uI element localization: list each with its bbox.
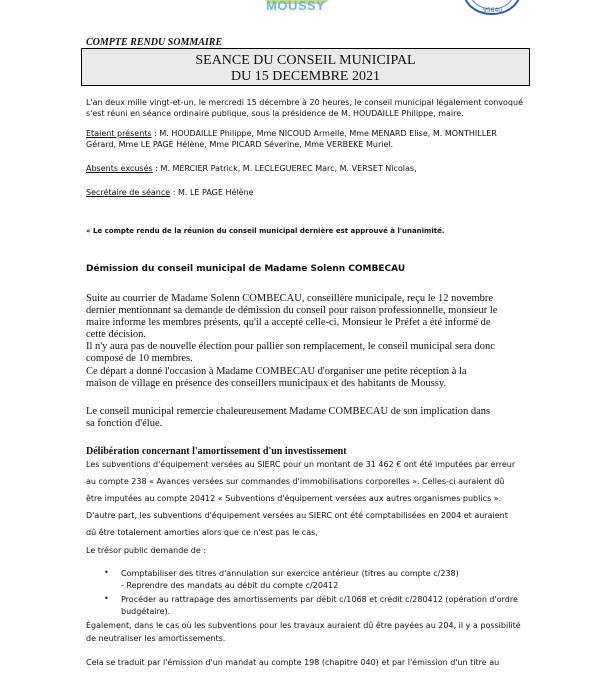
section2-heading: Délibération concernant l'amortissement d'un investissement — [86, 446, 347, 457]
present-names-1: : M. HOUDAILLE Philippe, Mme NICOUD Armelle, Mme MENARD Elise, M. MONTHILLER — [151, 129, 497, 138]
section1-line: composé de 10 membres. — [86, 353, 193, 364]
present-line-1 — [86, 128, 497, 139]
secretary-line — [86, 187, 254, 198]
present-label: Etaient présents — [86, 129, 152, 138]
moussy-logo — [262, 0, 334, 16]
bullet-marker: • — [104, 594, 109, 603]
absent-label: Absents excusés — [86, 164, 153, 173]
after-line-1: Également, dans le cas où les subventions pour les travaux auraient dû être payées au 204, il y a possibilité — [86, 621, 521, 630]
section1-line: maison de village en présence des conseillers municipaux et des habitants de Moussy. — [86, 378, 447, 389]
section1-line: cette décision. — [86, 329, 147, 340]
section1-line: Suite au courrier de Madame Solenn COMBECAU, conseillère municipale, reçu le 12 novembre — [86, 293, 494, 304]
section2-line: être imputées au compte 20412 « Subventions d'équipement versées aux autres organismes publics ». — [86, 494, 502, 503]
secretary-name: : M. LE PAGE Hélène — [170, 188, 254, 197]
bullet1-line2: - Reprendre des mandats au débit du compte c/20412 — [121, 581, 339, 590]
municipal-seal-icon — [462, 0, 522, 16]
document-label: COMPTE RENDU SOMMAIRE — [86, 37, 223, 48]
section1-thanks-1: Le conseil municipal remercie chaleureusement Madame COMBECAU de son implication dans — [86, 406, 491, 417]
section2-line: D'autre part, les subventions d'équipement versées au SIERC ont été comptabilisées en 2004 et auraient — [86, 511, 508, 520]
section1-heading: Démission du conseil municipal de Madame Solenn COMBECAU — [86, 264, 406, 274]
title-line-1: SEANCE DU CONSEIL MUNICIPAL — [195, 53, 416, 68]
bullet2-line2: budgétaire). — [121, 607, 171, 616]
section1-line: maire informe les membres présents, qu'il a accepté celle-ci, Monsieur le Préfet a été informé de — [86, 317, 491, 328]
section1-line: Ce départ a donné l'occasion à Madame COMBECAU d'organiser une petite réception à la — [86, 366, 467, 377]
last-line: Cela se traduit par l'émission d'un mandat au compte 198 (chapitre 040) et par l'émission d'un titre au — [86, 658, 500, 667]
bullet-marker: • — [104, 568, 109, 577]
intro-line-1: L'an deux mille vingt-et-un, le mercredi 15 décembre à 20 heures, le conseil municipal légalement convoqué — [86, 98, 523, 107]
section1-line: dernier mentionnant sa demande de démission du conseil pour raison professionnelle, monsieur le — [86, 305, 498, 316]
secretary-label: Secrétaire de séance — [86, 188, 171, 197]
logo-wordmark: MOUSSY — [266, 0, 326, 13]
approval-note: « Le compte rendu de la réunion du conseil municipal dernière est approuvé à l'unanimité. — [86, 227, 445, 235]
section2-line: au compte 238 « Avances versées sur commandes d'immobilisations corporelles ». Celles-ci auraient dû — [86, 477, 505, 486]
intro-line-2: s'est réuni en séance ordinaire publique, sous la présidence de M. HOUDAILLE Philippe, maire. — [86, 109, 464, 118]
section1-line: Il n'y aura pas de nouvelle élection pour pallier son remplacement, le conseil municipal sera donc — [86, 341, 495, 352]
title-line-2: DU 15 DECEMBRE 2021 — [231, 69, 380, 84]
present-line-2: Gérard, Mme LE PAGE Hélène, Mme PICARD Séverine, Mme VERBEKE Muriel. — [86, 140, 394, 149]
absent-names: : M. MERCIER Patrick, M. LECLEGUEREC Marc, M. VERSET Nicolas, — [152, 164, 417, 173]
after-line-2: de neutraliser les amortissements. — [86, 634, 226, 643]
absent-line — [86, 163, 417, 174]
title-box — [81, 48, 530, 86]
bullet1-line1: Comptabiliser des titres d'annulation sur exercice antérieur (titres au compte c/238) — [121, 569, 459, 578]
seal-text: 95640 — [483, 7, 503, 14]
section2-line: Les subventions d'équipement versées au SIERC pour un montant de 31 462 € ont été imputées par erreur — [86, 460, 516, 469]
section2-line: dû être totalement amorties alors que ce n'est pas le cas, — [86, 528, 318, 537]
section1-thanks-2: sa fonction d'élue. — [86, 418, 163, 429]
tresor-intro: Le trésor public demande de : — [86, 546, 207, 555]
bullet2-line1: Procéder au rattrapage des amortissements par débit c/1068 et crédit c/280412 (opération d'ordre — [121, 595, 518, 604]
